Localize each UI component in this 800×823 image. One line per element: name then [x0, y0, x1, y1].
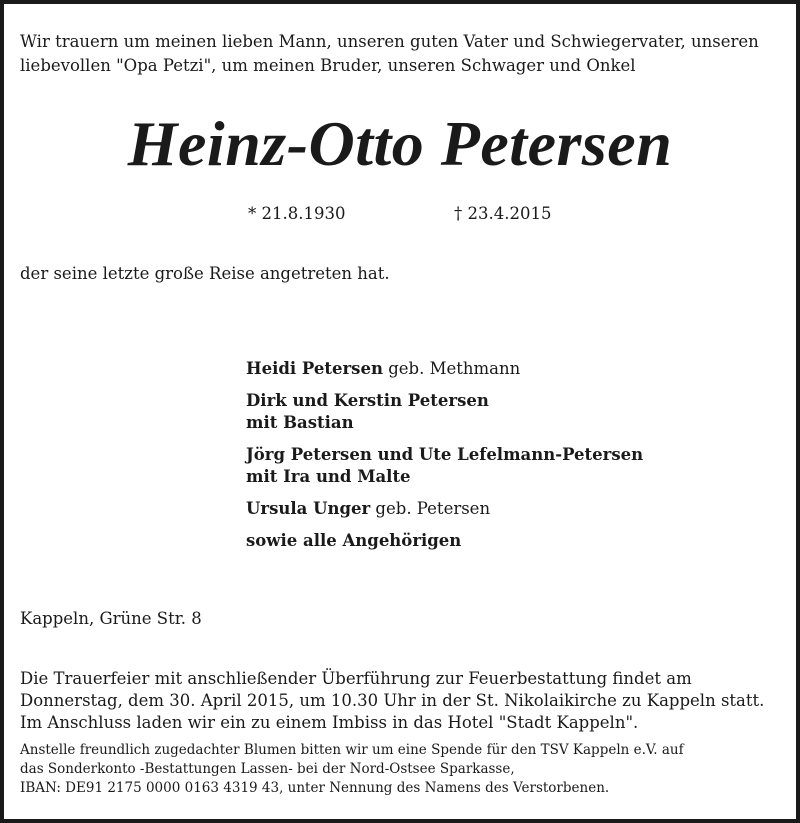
- mourner-entry: [246, 444, 766, 488]
- death-date: † 23.4.2015: [454, 204, 552, 223]
- donation-line: Anstelle freundlich zugedachter Blumen bitten wir um eine Spende für den TSV Kappeln e.V. auf: [20, 742, 684, 758]
- mourner-name: Heidi Petersen: [246, 359, 383, 378]
- mourner-children: mit Bastian: [246, 413, 354, 432]
- donation-info: [20, 741, 790, 798]
- funeral-line: Im Anschluss laden wir ein zu einem Imbiss in das Hotel "Stadt Kappeln".: [20, 713, 639, 732]
- address: Kappeln, Grüne Str. 8: [20, 609, 202, 628]
- mourners-list: [246, 358, 766, 562]
- mourner-entry: [246, 498, 766, 520]
- funeral-line: Donnerstag, dem 30. April 2015, um 10.30 Uhr in der St. Nikolaikirche zu Kappeln statt.: [20, 691, 765, 710]
- mourner-entry: [246, 530, 766, 552]
- journey-text: der seine letzte große Reise angetreten hat.: [20, 264, 390, 283]
- donation-line: IBAN: DE91 2175 0000 0163 4319 43, unter Nennung des Namens des Verstorbenen.: [20, 780, 610, 796]
- intro-text: Wir trauern um meinen lieben Mann, unseren guten Vater und Schwiegervater, unseren liebevollen "Opa Petzi", um meinen Bruder, unseren Schwager und Onkel: [20, 32, 759, 75]
- mourner-children: mit Ira und Malte: [246, 467, 411, 486]
- birth-date: * 21.8.1930: [248, 204, 346, 223]
- mourner-name: Jörg Petersen und Ute Lefelmann-Petersen: [246, 445, 644, 464]
- donation-line: das Sonderkonto -Bestattungen Lassen- bei der Nord-Ostsee Sparkasse,: [20, 761, 515, 777]
- mourner-entry: [246, 358, 766, 380]
- deceased-name: Heinz-Otto Petersen: [127, 108, 673, 179]
- mourner-note: geb. Petersen: [370, 499, 491, 518]
- funeral-info: [20, 668, 790, 734]
- mourner-name: Ursula Unger: [246, 499, 371, 518]
- mourner-name: Dirk und Kerstin Petersen: [246, 391, 489, 410]
- mourner-note: geb. Methmann: [382, 359, 521, 378]
- mourner-name: sowie alle Angehörigen: [246, 531, 462, 550]
- funeral-line: Die Trauerfeier mit anschließender Überführung zur Feuerbestattung findet am: [20, 669, 692, 688]
- mourner-entry: [246, 390, 766, 434]
